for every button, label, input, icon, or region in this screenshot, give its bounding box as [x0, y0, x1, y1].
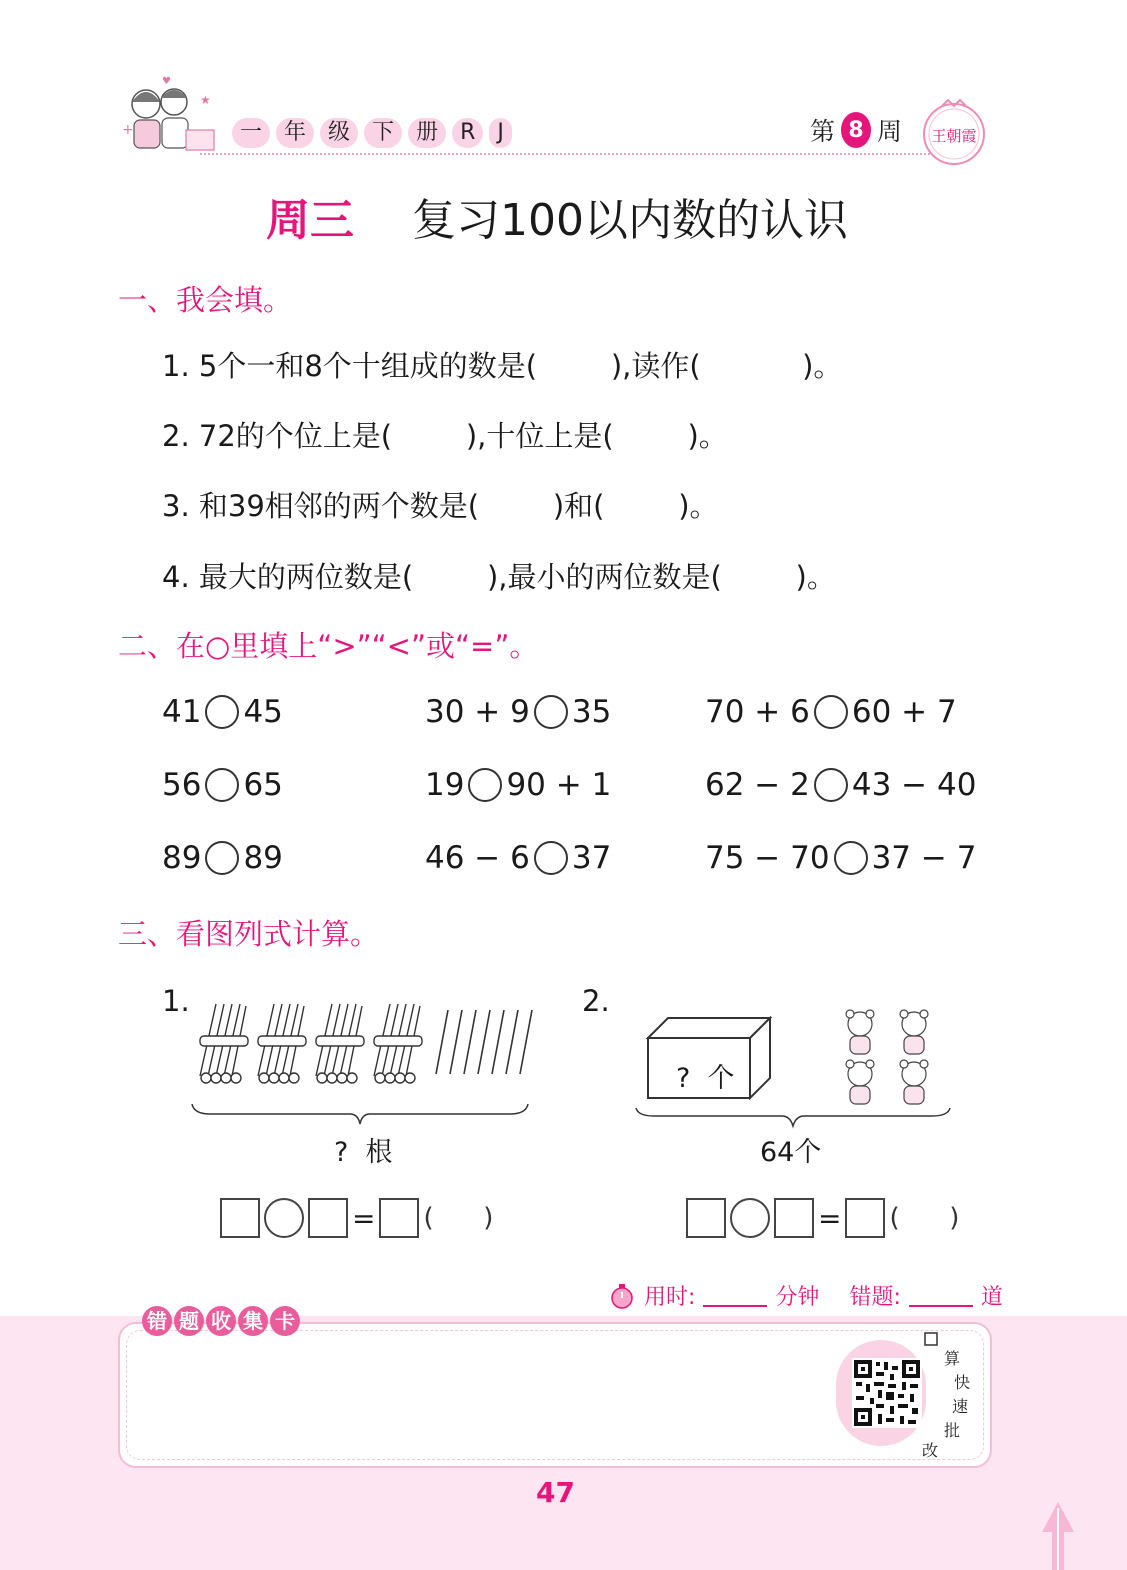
qr-code-icon[interactable] — [852, 1358, 922, 1428]
section1-heading: 一、我会填。 — [118, 283, 293, 317]
answer-box[interactable] — [308, 1198, 348, 1238]
error-unit: 道 — [980, 1285, 1003, 1310]
problem-number: 1. — [162, 984, 190, 1018]
equation-template-1 — [220, 1198, 493, 1238]
compare-item: 62 − 2 43 − 40 — [705, 767, 977, 803]
brace — [634, 1106, 952, 1130]
answer-box[interactable] — [220, 1198, 260, 1238]
page-number: 47 — [536, 1476, 575, 1509]
compare-item: 30 + 9 35 — [425, 694, 612, 730]
answer-box[interactable] — [686, 1198, 726, 1238]
section3-heading: 三、看图列式计算。 — [118, 917, 380, 951]
answer-circle[interactable] — [814, 768, 848, 802]
grade-char: 年 — [276, 118, 314, 148]
equals-sign: = — [818, 1201, 842, 1235]
answer-box[interactable] — [379, 1198, 419, 1238]
operator-circle[interactable] — [730, 1198, 770, 1238]
answer-circle[interactable] — [534, 841, 568, 875]
time-unit: 分钟 — [775, 1285, 820, 1310]
week-indicator — [810, 112, 902, 148]
mistake-card-tag: 错 题 收 集 卡 — [142, 1306, 300, 1336]
error-label: 错题: — [849, 1285, 901, 1310]
time-label: 用时: — [644, 1285, 696, 1310]
grade-char: 册 — [408, 118, 446, 148]
week-number: 8 — [841, 112, 871, 148]
answer-circle[interactable] — [205, 695, 239, 729]
answer-circle[interactable] — [534, 695, 568, 729]
week-suffix: 周 — [877, 117, 903, 146]
qr-side-char: 快 — [954, 1373, 971, 1392]
compare-item: 41 45 — [162, 694, 283, 730]
page-title-day: 周三 — [266, 195, 354, 246]
scan-corner-icon — [924, 1332, 938, 1346]
seal-text: 王朝霞 — [931, 127, 977, 145]
grade-char: 下 — [364, 118, 402, 148]
answer-circle[interactable] — [205, 841, 239, 875]
compare-item: 46 − 6 37 — [425, 840, 612, 876]
equals-sign: = — [352, 1201, 376, 1235]
corner-arrow-icon — [1040, 1498, 1076, 1570]
brace — [190, 1102, 530, 1128]
svg-text:★: ★ — [200, 93, 211, 107]
qr-side-char: 速 — [952, 1397, 969, 1416]
answer-circle[interactable] — [814, 695, 848, 729]
compare-item: 19 90 + 1 — [425, 767, 612, 803]
grade-label — [232, 118, 512, 148]
section2-heading: 二、在○里填上“>”“<”或“=”。 — [118, 629, 539, 663]
compare-item: 70 + 6 60 + 7 — [705, 694, 957, 730]
box-label: ? 个 — [676, 1063, 735, 1094]
unit-blank[interactable]: ( ) — [889, 1203, 960, 1233]
compare-item: 56 65 — [162, 767, 283, 803]
equation-template-2 — [686, 1198, 959, 1238]
problem1-total-label: ? 根 — [334, 1137, 393, 1168]
answer-circle[interactable] — [468, 768, 502, 802]
answer-circle[interactable] — [205, 768, 239, 802]
svg-text:+: + — [122, 122, 134, 138]
toy-bears-illustration — [836, 1008, 940, 1110]
stopwatch-icon — [608, 1282, 636, 1310]
fill-question-4: 4. 最大的两位数是( ),最小的两位数是( )。 — [162, 560, 836, 594]
qr-side-char: 改 — [922, 1441, 939, 1460]
stick-bundles-illustration — [186, 996, 546, 1086]
problem-number: 2. — [582, 984, 610, 1018]
fill-question-2: 2. 72的个位上是( ),十位上是( )。 — [162, 419, 728, 453]
fill-question-1: 1. 5个一和8个十组成的数是( ),读作( )。 — [162, 349, 843, 383]
unit-blank[interactable]: ( ) — [423, 1203, 494, 1233]
fill-question-3: 3. 和39相邻的两个数是( )和( )。 — [162, 489, 719, 523]
problem2-total-label: 64个 — [760, 1137, 822, 1168]
time-record-row — [608, 1280, 1003, 1311]
grade-char: R — [452, 118, 483, 148]
svg-text:♥: ♥ — [162, 76, 171, 87]
grade-char: J — [489, 118, 512, 148]
qr-side-char: 批 — [944, 1421, 961, 1440]
answer-circle[interactable] — [834, 841, 868, 875]
time-blank[interactable] — [703, 1285, 767, 1307]
kids-illustration — [116, 74, 220, 160]
grade-char: 级 — [320, 118, 358, 148]
operator-circle[interactable] — [264, 1198, 304, 1238]
page-title: 复习100以内数的认识 — [412, 195, 848, 246]
qr-side-char: 算 — [944, 1349, 961, 1368]
answer-box[interactable] — [774, 1198, 814, 1238]
compare-item: 89 89 — [162, 840, 283, 876]
answer-box[interactable] — [845, 1198, 885, 1238]
header-divider — [200, 153, 930, 155]
week-prefix: 第 — [810, 117, 836, 146]
grade-char: 一 — [232, 118, 270, 148]
error-blank[interactable] — [909, 1285, 973, 1307]
author-seal — [918, 96, 990, 168]
compare-item: 75 − 70 37 − 7 — [705, 840, 977, 876]
